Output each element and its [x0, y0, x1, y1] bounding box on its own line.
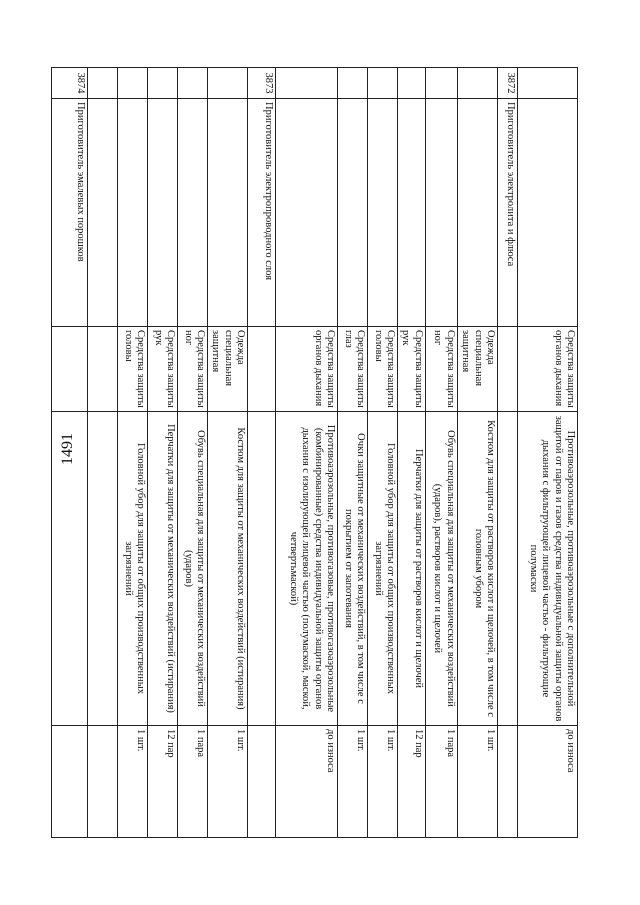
ppe-description-cell: Обувь специальная для защиты от механических воздействий (ударов)	[178, 412, 208, 726]
ppe-type-cell	[248, 327, 276, 412]
profession-cell	[398, 99, 426, 327]
ppe-type-cell: Средства защиты рук	[148, 327, 178, 412]
table-row	[118, 68, 148, 838]
ppe-type-cell: Одежда специальная защитная	[457, 327, 497, 412]
profession-cell: Приготовитель эмалевых порошков	[52, 99, 88, 327]
ppe-type-cell: Средства защиты головы	[368, 327, 398, 412]
ppe-type-cell: Средства защиты глаз	[338, 327, 368, 412]
row-number-cell	[457, 68, 497, 99]
issue-norm-cell: 1 шт.	[208, 726, 248, 838]
ppe-description-cell: Перчатки для защиты от механических воздействий (истирания)	[148, 412, 178, 726]
ppe-description-cell	[498, 412, 518, 726]
row-number-cell	[276, 68, 338, 99]
ppe-description-cell: Противоаэрозольные, противогазовые, противогазоаэрозольные (комбинированные) средства индивидуальной защиты органов дыхания с изолирующей лицевой частью (полумаской, маской, четвертьмаской)	[276, 412, 338, 726]
row-number-cell	[208, 68, 248, 99]
issue-norm-cell: 1 пара	[178, 726, 208, 838]
ppe-type-cell	[88, 327, 118, 412]
profession-cell	[148, 99, 178, 327]
issue-norm-cell	[248, 726, 276, 838]
rotated-table-container	[75, 67, 578, 837]
profession-cell	[178, 99, 208, 327]
row-number-cell	[398, 68, 426, 99]
table-row	[338, 68, 368, 838]
row-number-cell	[118, 68, 148, 99]
issue-norm-cell: 1 шт.	[118, 726, 148, 838]
issue-norm-cell: до износа	[276, 726, 338, 838]
issue-norm-cell: до износа	[518, 726, 578, 838]
table-row	[398, 68, 426, 838]
table-row	[88, 68, 118, 838]
page-number: 1491	[59, 433, 76, 465]
table-row	[178, 68, 208, 838]
profession-cell: Приготовитель электролита и флюса	[498, 99, 518, 327]
ppe-description-cell: Головной убор для защиты от общих производственных загрязнений	[118, 412, 148, 726]
table-row	[498, 68, 518, 838]
table-row	[148, 68, 178, 838]
ppe-description-cell: Головной убор для защиты от общих производственных загрязнений	[368, 412, 398, 726]
issue-norm-cell: 12 пар	[148, 726, 178, 838]
ppe-table	[51, 67, 578, 838]
table-body	[52, 68, 578, 838]
row-number-cell	[148, 68, 178, 99]
profession-cell	[88, 99, 118, 327]
profession-cell	[276, 99, 338, 327]
profession-cell	[518, 99, 578, 327]
issue-norm-cell: 1 пара	[425, 726, 457, 838]
ppe-type-cell: Средства защиты ног	[178, 327, 208, 412]
ppe-type-cell: Средства защиты органов дыхания	[276, 327, 338, 412]
ppe-description-cell: Очки защитные от механических воздействий, в том числе с покрытием от запотевания	[338, 412, 368, 726]
ppe-type-cell	[52, 327, 88, 412]
table-row	[208, 68, 248, 838]
issue-norm-cell	[52, 726, 88, 838]
profession-cell	[208, 99, 248, 327]
ppe-description-cell	[248, 412, 276, 726]
issue-norm-cell: 1 шт.	[338, 726, 368, 838]
row-number-cell	[518, 68, 578, 99]
row-number-cell	[178, 68, 208, 99]
row-number-cell: 3874	[52, 68, 88, 99]
table-row	[457, 68, 497, 838]
row-number-cell: 3873	[248, 68, 276, 99]
ppe-description-cell: Костюм для защиты от механических воздействий (истирания)	[208, 412, 248, 726]
ppe-type-cell	[498, 327, 518, 412]
profession-cell	[425, 99, 457, 327]
row-number-cell	[88, 68, 118, 99]
table-row	[52, 68, 88, 838]
ppe-description-cell: Противоаэрозольные, противоаэрозольные с дополнительной защитой от паров и газов средства индивидуальной защиты органов дыхания с фильтрующей лицевой частью - фильтрующие полумаски	[518, 412, 578, 726]
row-number-cell	[368, 68, 398, 99]
issue-norm-cell	[498, 726, 518, 838]
issue-norm-cell: 1 шт.	[457, 726, 497, 838]
ppe-type-cell: Средства защиты рук	[398, 327, 426, 412]
row-number-cell: 3872	[498, 68, 518, 99]
profession-cell	[118, 99, 148, 327]
table-row	[425, 68, 457, 838]
profession-cell: Приготовитель электропроводного слоя	[248, 99, 276, 327]
ppe-type-cell: Средства защиты ног	[425, 327, 457, 412]
row-number-cell	[425, 68, 457, 99]
issue-norm-cell	[88, 726, 118, 838]
profession-cell	[457, 99, 497, 327]
ppe-type-cell: Средства защиты головы	[118, 327, 148, 412]
ppe-description-cell: Костюм для защиты от растворов кислот и щелочей, в том числе с головным убором	[457, 412, 497, 726]
ppe-description-cell: Перчатки для защиты от растворов кислот и щелочей	[398, 412, 426, 726]
ppe-type-cell: Одежда специальная защитная	[208, 327, 248, 412]
issue-norm-cell: 1 шт.	[368, 726, 398, 838]
table-row	[276, 68, 338, 838]
table-row	[518, 68, 578, 838]
profession-cell	[338, 99, 368, 327]
issue-norm-cell: 12 пар	[398, 726, 426, 838]
table-row	[248, 68, 276, 838]
ppe-description-cell: Обувь специальная для защиты от механических воздействий (ударов), растворов кислот и щелочей	[425, 412, 457, 726]
table-row	[368, 68, 398, 838]
profession-cell	[368, 99, 398, 327]
ppe-description-cell	[88, 412, 118, 726]
ppe-type-cell: Средства защиты органов дыхания	[518, 327, 578, 412]
row-number-cell	[338, 68, 368, 99]
ppe-description-cell	[52, 412, 88, 726]
